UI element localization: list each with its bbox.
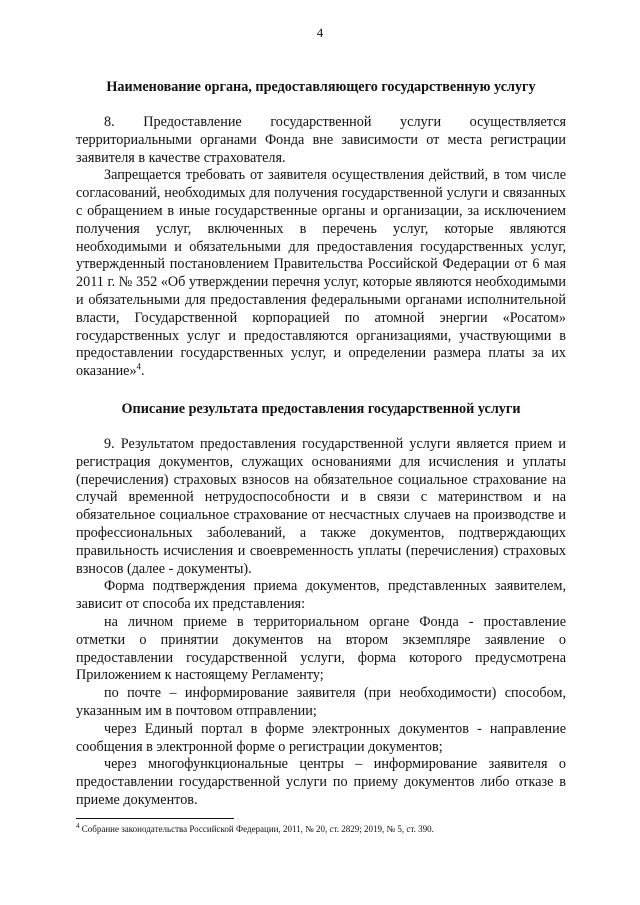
section-heading-authority: Наименование органа, предоставляющего государственную услугу (106, 79, 536, 95)
footnote-text: Собрание законодательства Российской Федерации, 2011, № 20, ст. 2829; 2019, № 5, ст. 390. (81, 824, 434, 834)
paragraph-prohibition: Запрещается требовать от заявителя осуществления действий, в том числе согласований, необходимых для получения государственной услуги и связанных с обращением в иные государственные органы и организации, за исключением получения услуг, включенных в перечень услуг, которые являются необходимыми и обязательными для предоставления государственных услуг, утвержденный постановлением Правительства Российской Федерации от 6 мая 2011 г. № 352 «Об утверждении перечня услуг, которые являются необходимыми и обязательными для предоставления федеральными органами исполнительной власти, Государственной корпорацией по атомной энергии «Росатом» государственных услуг и предоставляются организациями, участвующими в предоставлении государственных услуг, и определении размера платы за их оказание»$^4$. (76, 167, 566, 380)
footnote-divider (76, 818, 234, 819)
paragraph-confirmation-form: Форма подтверждения приема документов, представленных заявителем, зависит от способа их представления: (76, 578, 566, 613)
paragraph-9: 9. Результатом предоставления государственной услуги является прием и регистрация документов, служащих основаниями для исчисления и уплаты (перечисления) страховых взносов на обязательное социальное страхование на случай временной нетрудоспособности и в связи с материнством и на обязательное социальное страхование от несчастных случаев на производстве и профессиональных заболеваний, а также документов, подтверждающих правильность исчисления и своевременность уплаты (перечисления) страховых взносов (далее - документы). (76, 435, 566, 577)
list-item-mfc: через многофункциональные центры – информирование заявителя о предоставлении государственной услуги по приему документов либо отказе в приеме документов. (76, 756, 566, 808)
section-heading-result: Описание результата предоставления государственной услуги (121, 400, 521, 417)
footnote (76, 823, 566, 835)
paragraph-8: 8. Предоставление государственной услуги осуществляется территориальными органами Фонда вне зависимости от места регистрации заявителя в качестве страхователя. (76, 114, 566, 166)
list-item-by-mail: по почте – информирование заявителя (при необходимости) способом, указанным им в почтовом отправлении; (76, 685, 566, 719)
footnote-reference: 4 (136, 361, 142, 372)
paragraph-prohibition-text: Запрещается требовать от заявителя осуществления действий, в том числе согласований, необходимых для получения государственной услуги и связанных с обращением в иные государственные органы и организации, за исключением получения услуг, включенных в перечень услуг, которые являются необходимыми и обязательными для предоставления государственных услуг, утвержденный постановлением Правительства Российской Федерации от 6 мая 2011 г. № 352 «Об утверждении перечня услуг, которые являются необходимыми и обязательными для предоставления федеральными органами исполнительной власти, Государственной корпорацией по атомной энергии «Росатом» государственных услуг и предоставляются организациями, участвующими в предоставлении государственных услуг, и определении размера платы за их оказание» (76, 167, 566, 380)
footnote-number: 4 (76, 822, 80, 830)
list-item-in-person: на личном приеме в территориальном органе Фонда - проставление отметки о принятии документов на втором экземпляре заявление о предоставлении государственной услуги, форма которого предусмотрена Приложением к настоящему Регламенту; (76, 613, 566, 684)
page-content (76, 78, 566, 810)
list-item-unified-portal: через Единый портал в форме электронных документов - направление сообщения в электронной форме о регистрации документов; (76, 720, 566, 755)
page-number: 4 (316, 25, 324, 40)
